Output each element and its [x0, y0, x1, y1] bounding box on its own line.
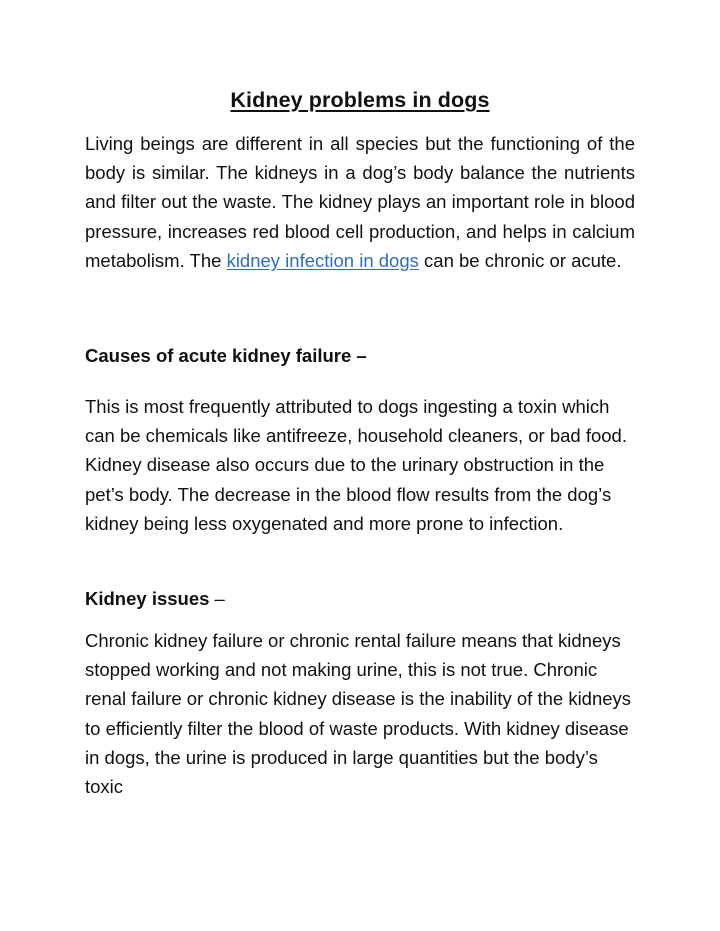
kidney-issues-heading-dash: –	[209, 588, 225, 609]
section-heading-kidney-issues	[85, 584, 225, 613]
section-heading-acute-causes: Causes of acute kidney failure –	[85, 345, 367, 366]
section-body-acute-causes: This is most frequently attributed to dogs ingesting a toxin which can be chemicals like antifreeze, household cleaners, or bad food. Kidney disease also occurs due to the urinary obstruction in the pet’s body. The decrease in the blood flow results from the dog’s kidney being less oxygenated and more prone to infection.	[85, 396, 627, 534]
page-title: Kidney problems in dogs	[230, 88, 490, 112]
intro-paragraph	[85, 129, 635, 275]
intro-text-after-link: can be chronic or acute.	[418, 249, 622, 271]
kidney-issues-heading-label: Kidney issues	[85, 588, 210, 609]
intro-text-before-link: Living beings are different in all species but the functioning of the body is similar. The kidneys in a dog’s body balance the nutrients and filter out the waste. The kidney plays an important role in blood pressure, increases red blood cell production, and helps in calcium metabolism. The	[85, 133, 635, 271]
section-body-kidney-issues: Chronic kidney failure or chronic rental failure means that kidneys stopped working and not making urine, this is not true. Chronic renal failure or chronic kidney disease is the inability of the kidneys to efficiently filter the blood of waste products. With kidney disease in dogs, the urine is produced in large quantities but the body’s toxic	[85, 630, 632, 798]
kidney-infection-link[interactable]: kidney infection in dogs	[226, 249, 419, 271]
